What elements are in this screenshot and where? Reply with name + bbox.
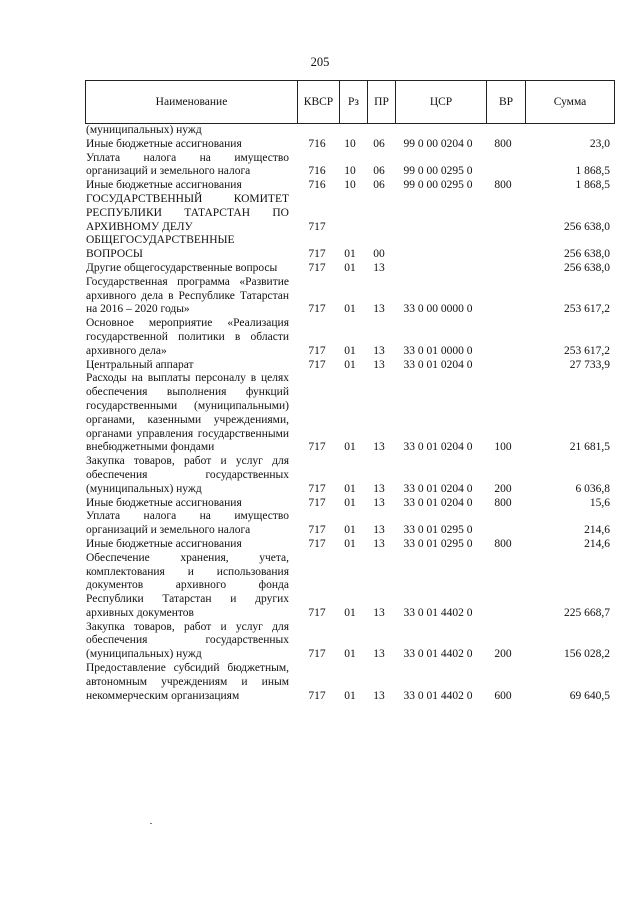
header-csr: ЦСР bbox=[395, 81, 486, 123]
row-name: Другие общегосударственные вопросы bbox=[86, 261, 278, 274]
row-pr: 13 bbox=[373, 358, 385, 371]
row-kvsr: 717 bbox=[308, 482, 326, 495]
row-pr: 13 bbox=[373, 496, 385, 509]
row-kvsr: 717 bbox=[308, 648, 326, 661]
row-rz: 01 bbox=[344, 441, 356, 454]
row-kvsr: 717 bbox=[308, 689, 326, 702]
row-name: Иные бюджетные ассигнования bbox=[86, 179, 242, 192]
row-kvsr: 717 bbox=[308, 606, 326, 619]
row-csr: 33 0 01 0204 0 bbox=[403, 496, 473, 509]
row-csr: 99 0 00 0295 0 bbox=[403, 165, 473, 178]
row-name: ГОСУДАРСТВЕННЫЙ КОМИТЕТ РЕСПУБЛИКИ ТАТАРСТАН ПО АРХИВНОМУ ДЕЛУ bbox=[86, 192, 289, 233]
row-csr: 33 0 01 0000 0 bbox=[403, 344, 473, 357]
row-pr: 13 bbox=[373, 524, 385, 537]
row-rz: 01 bbox=[344, 303, 356, 316]
row-rz: 01 bbox=[344, 358, 356, 371]
row-sum: 69 640,5 bbox=[569, 689, 610, 702]
row-rz: 01 bbox=[344, 482, 356, 495]
row-name: Обеспечение хранения, учета, комплектования и использования документов архивного фонда Республики Татарстан и других архивных документов bbox=[86, 551, 289, 619]
row-pr: 13 bbox=[373, 303, 385, 316]
row-kvsr: 717 bbox=[308, 220, 326, 233]
table-row bbox=[85, 179, 615, 193]
row-rz: 01 bbox=[344, 606, 356, 619]
row-kvsr: 717 bbox=[308, 344, 326, 357]
row-kvsr: 716 bbox=[308, 165, 326, 178]
row-sum: 21 681,5 bbox=[569, 441, 610, 454]
row-kvsr: 717 bbox=[308, 537, 326, 550]
row-name: Закупка товаров, работ и услуг для обеспечения государственных (муниципальных) нужд bbox=[86, 455, 289, 495]
row-pr: 00 bbox=[373, 248, 385, 261]
row-csr: 99 0 00 0204 0 bbox=[403, 137, 473, 150]
row-rz: 01 bbox=[344, 496, 356, 509]
table-row bbox=[85, 124, 615, 138]
row-pr: 13 bbox=[373, 648, 385, 661]
scan-speck bbox=[150, 823, 152, 824]
row-rz: 01 bbox=[344, 248, 356, 261]
row-rz: 10 bbox=[344, 137, 356, 150]
row-name: Основное мероприятие «Реализация государственной политики в области архивного дела» bbox=[86, 317, 289, 357]
header-vr: ВР bbox=[486, 81, 525, 123]
table-row bbox=[85, 152, 615, 180]
row-sum: 15,6 bbox=[589, 496, 610, 509]
row-name: Закупка товаров, работ и услуг для обеспечения государственных (муниципальных) нужд bbox=[86, 620, 289, 661]
row-sum: 214,6 bbox=[584, 537, 610, 550]
row-rz: 01 bbox=[344, 524, 356, 537]
table-row bbox=[85, 262, 615, 276]
table-row bbox=[85, 372, 615, 455]
row-vr: 800 bbox=[494, 537, 512, 550]
row-name: Иные бюджетные ассигнования bbox=[86, 496, 242, 509]
row-pr: 13 bbox=[373, 261, 385, 274]
row-csr: 33 0 01 0204 0 bbox=[403, 482, 473, 495]
header-pr: ПР bbox=[367, 81, 395, 123]
row-vr: 800 bbox=[494, 496, 512, 509]
row-name: Предоставление субсидий бюджетным, автономным учреждениям и иным некоммерческим организациям bbox=[86, 662, 289, 702]
row-name: (муниципальных) нужд bbox=[86, 124, 202, 136]
table-row bbox=[85, 510, 615, 538]
row-rz: 01 bbox=[344, 261, 356, 274]
row-kvsr: 717 bbox=[308, 524, 326, 537]
row-pr: 06 bbox=[373, 137, 385, 150]
table-row bbox=[85, 621, 615, 662]
row-name: Уплата налога на имущество организаций и земельного налога bbox=[86, 510, 289, 537]
table-row bbox=[85, 662, 615, 703]
row-rz: 10 bbox=[344, 179, 356, 192]
row-pr: 13 bbox=[373, 689, 385, 702]
row-sum: 214,6 bbox=[584, 524, 610, 537]
row-csr: 33 0 01 4402 0 bbox=[403, 648, 473, 661]
row-kvsr: 716 bbox=[308, 137, 326, 150]
table-row bbox=[85, 497, 615, 511]
row-vr: 100 bbox=[494, 441, 512, 454]
row-vr: 800 bbox=[494, 179, 512, 192]
row-csr: 33 0 01 0204 0 bbox=[403, 441, 473, 454]
table-row bbox=[85, 138, 615, 152]
row-rz: 01 bbox=[344, 344, 356, 357]
row-pr: 13 bbox=[373, 482, 385, 495]
row-csr: 33 0 01 0295 0 bbox=[403, 524, 473, 537]
row-name: Государственная программа «Развитие архивного дела в Республике Татарстан на 2016 – 2020 годы» bbox=[86, 275, 289, 316]
row-csr: 33 0 01 0295 0 bbox=[403, 537, 473, 550]
row-csr: 33 0 01 4402 0 bbox=[403, 606, 473, 619]
row-pr: 06 bbox=[373, 179, 385, 192]
row-name: Центральный аппарат bbox=[86, 358, 194, 371]
row-csr: 99 0 00 0295 0 bbox=[403, 179, 473, 192]
row-rz: 01 bbox=[344, 537, 356, 550]
row-rz: 01 bbox=[344, 689, 356, 702]
row-pr: 13 bbox=[373, 606, 385, 619]
row-csr: 33 0 01 0204 0 bbox=[403, 358, 473, 371]
row-name: Иные бюджетные ассигнования bbox=[86, 137, 242, 150]
row-sum: 225 668,7 bbox=[564, 606, 610, 619]
header-kvsr: КВСР bbox=[297, 81, 339, 123]
row-sum: 6 036,8 bbox=[575, 482, 610, 495]
row-csr: 33 0 01 4402 0 bbox=[403, 689, 473, 702]
row-sum: 253 617,2 bbox=[564, 303, 610, 316]
table-row bbox=[85, 317, 615, 358]
row-kvsr: 717 bbox=[308, 496, 326, 509]
table-row bbox=[85, 276, 615, 317]
header-name: Наименование bbox=[155, 96, 228, 108]
row-vr: 200 bbox=[494, 482, 512, 495]
row-name: Уплата налога на имущество организаций и земельного налога bbox=[86, 151, 289, 178]
row-rz: 01 bbox=[344, 648, 356, 661]
row-kvsr: 717 bbox=[308, 358, 326, 371]
table-row bbox=[85, 538, 615, 552]
row-csr: 33 0 00 0000 0 bbox=[403, 303, 473, 316]
row-sum: 256 638,0 bbox=[564, 220, 610, 233]
row-name: ОБЩЕГОСУДАРСТВЕННЫЕ ВОПРОСЫ bbox=[86, 234, 235, 261]
row-sum: 1 868,5 bbox=[575, 179, 610, 192]
row-kvsr: 716 bbox=[308, 179, 326, 192]
header-sum: Сумма bbox=[525, 81, 614, 123]
row-pr: 13 bbox=[373, 441, 385, 454]
row-kvsr: 717 bbox=[308, 261, 326, 274]
table-row bbox=[85, 455, 615, 496]
row-kvsr: 717 bbox=[308, 248, 326, 261]
table-header bbox=[85, 80, 615, 124]
header-rz: Рз bbox=[339, 81, 367, 123]
row-sum: 23,0 bbox=[589, 137, 610, 150]
row-pr: 13 bbox=[373, 537, 385, 550]
row-sum: 256 638,0 bbox=[564, 261, 610, 274]
row-name: Иные бюджетные ассигнования bbox=[86, 537, 242, 550]
table-body bbox=[85, 124, 615, 703]
row-kvsr: 717 bbox=[308, 303, 326, 316]
row-sum: 27 733,9 bbox=[569, 358, 610, 371]
row-kvsr: 717 bbox=[308, 441, 326, 454]
row-sum: 253 617,2 bbox=[564, 344, 610, 357]
table-row bbox=[85, 193, 615, 234]
table-row bbox=[85, 359, 615, 373]
row-pr: 06 bbox=[373, 165, 385, 178]
table-row bbox=[85, 234, 615, 262]
row-sum: 156 028,2 bbox=[564, 648, 610, 661]
row-sum: 1 868,5 bbox=[575, 165, 610, 178]
table-row bbox=[85, 552, 615, 621]
page-number: 205 bbox=[310, 55, 330, 69]
row-rz: 10 bbox=[344, 165, 356, 178]
row-vr: 200 bbox=[494, 648, 512, 661]
row-name: Расходы на выплаты персоналу в целях обеспечения выполнения функций государственными (муниципальными) органами, казенными учреждениями, органами управления государственными внебюджетными фондами bbox=[86, 372, 289, 454]
row-sum: 256 638,0 bbox=[564, 248, 610, 261]
row-vr: 800 bbox=[494, 137, 512, 150]
row-vr: 600 bbox=[494, 689, 512, 702]
row-pr: 13 bbox=[373, 344, 385, 357]
